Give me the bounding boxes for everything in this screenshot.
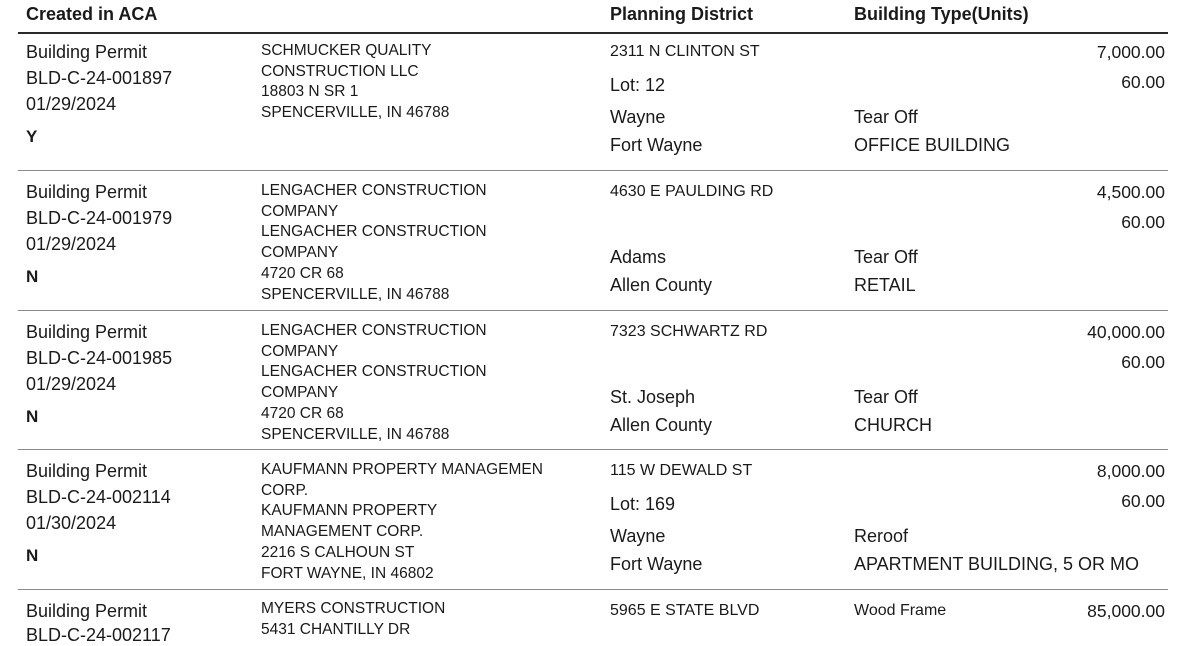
lot-number: Lot: 12	[610, 75, 666, 95]
site-address: 7323 SCHWARTZ RD	[610, 323, 768, 340]
contractor-line: KAUFMANN PROPERTY	[261, 502, 438, 520]
work-type: Tear Off	[854, 107, 918, 127]
contractor-line: COMPANY	[261, 244, 339, 262]
contractor-line: LENGACHER CONSTRUCTION	[261, 363, 487, 381]
permit-record	[0, 449, 1200, 589]
contractor-block	[261, 321, 487, 445]
fee: 60.00	[1121, 72, 1165, 92]
contractor-block	[261, 599, 445, 640]
work-type: Tear Off	[854, 387, 918, 407]
township: Adams	[610, 247, 667, 267]
contractor-line: LENGACHER CONSTRUCTION	[261, 182, 487, 199]
planning-district: Fort Wayne	[610, 135, 703, 155]
building-type: CHURCH	[854, 415, 932, 435]
permit-number: BLD-C-24-001897	[26, 68, 173, 88]
work-type: Wood Frame	[854, 602, 947, 619]
contractor-line: 5431 CHANTILLY DR	[261, 620, 411, 638]
valuation: 7,000.00	[1096, 42, 1165, 62]
valuation: 40,000.00	[1087, 322, 1165, 342]
contractor-line: SCHMUCKER QUALITY	[261, 42, 432, 59]
contractor-line: 4720 CR 68	[261, 264, 344, 282]
contractor-line: FORT WAYNE, IN 46802	[261, 564, 434, 582]
permit-record	[0, 170, 1200, 310]
contractor-line: 18803 N SR 1	[261, 83, 359, 101]
contractor-line: LENGACHER CONSTRUCTION	[261, 322, 487, 339]
township: Wayne	[610, 526, 666, 546]
site-address: 5965 E STATE BLVD	[610, 602, 760, 619]
permit-number: BLD-C-24-001979	[26, 208, 173, 228]
permit-type: Building Permit	[26, 322, 148, 342]
permit-type: Building Permit	[26, 461, 148, 481]
contractor-line: CORP.	[261, 481, 309, 499]
contractor-line: CONSTRUCTION LLC	[261, 62, 419, 80]
contractor-line: COMPANY	[261, 342, 339, 360]
lot-number: Lot: 169	[610, 494, 676, 514]
building-type: OFFICE BUILDING	[854, 135, 1011, 155]
contractor-line: MANAGEMENT CORP.	[261, 523, 424, 541]
permit-record	[0, 310, 1200, 450]
contractor-line: LENGACHER CONSTRUCTION	[261, 223, 487, 241]
contractor-line: MYERS CONSTRUCTION	[261, 600, 446, 617]
fee: 60.00	[1121, 491, 1165, 511]
permit-date: 01/29/2024	[26, 234, 117, 254]
site-address: 2311 N CLINTON ST	[610, 43, 760, 60]
permit-date: 01/29/2024	[26, 94, 117, 114]
created-in-aca-flag: N	[26, 267, 39, 286]
contractor-line: KAUFMANN PROPERTY MANAGEMEN	[261, 461, 543, 478]
header-created-in-aca: Created in ACA	[26, 4, 158, 24]
valuation: 8,000.00	[1096, 461, 1165, 481]
building-type: APARTMENT BUILDING, 5 OR MO	[854, 554, 1140, 574]
township: St. Joseph	[610, 387, 696, 407]
permit-number: BLD-C-24-001985	[26, 348, 173, 368]
permit-record	[0, 589, 1200, 645]
permit-date: 01/29/2024	[26, 374, 117, 394]
created-in-aca-flag: N	[26, 546, 39, 565]
contractor-line: COMPANY	[261, 202, 339, 220]
building-type: RETAIL	[854, 275, 916, 295]
permit-record	[0, 30, 1200, 170]
contractor-line: 4720 CR 68	[261, 404, 344, 422]
fee: 60.00	[1121, 212, 1165, 232]
permit-type: Building Permit	[26, 42, 148, 62]
contractor-line: 2216 S CALHOUN ST	[261, 543, 415, 561]
contractor-block	[261, 181, 487, 305]
header-building-type: Building Type(Units)	[854, 4, 1029, 24]
header-planning-district: Planning District	[610, 4, 754, 24]
contractor-block	[261, 41, 449, 124]
site-address: 115 W DEWALD ST	[610, 462, 753, 479]
site-address: 4630 E PAULDING RD	[610, 183, 774, 200]
permit-type: Building Permit	[26, 601, 148, 621]
township: Wayne	[610, 107, 666, 127]
planning-district: Fort Wayne	[610, 554, 703, 574]
contractor-line: COMPANY	[261, 384, 339, 402]
permit-date: 01/30/2024	[26, 513, 117, 533]
planning-district: Allen County	[610, 275, 713, 295]
contractor-line: SPENCERVILLE, IN 46788	[261, 104, 450, 122]
planning-district: Allen County	[610, 415, 713, 435]
contractor-line: SPENCERVILLE, IN 46788	[261, 285, 450, 303]
work-type: Reroof	[854, 526, 909, 546]
contractor-block	[261, 460, 543, 584]
permit-number: BLD-C-24-002114	[26, 487, 171, 507]
work-type: Tear Off	[854, 247, 918, 267]
fee: 60.00	[1121, 352, 1165, 372]
created-in-aca-flag: Y	[26, 127, 38, 146]
created-in-aca-flag: N	[26, 407, 39, 426]
valuation: 85,000.00	[1087, 601, 1165, 621]
valuation: 4,500.00	[1096, 182, 1165, 202]
permit-number: BLD-C-24-002117	[26, 625, 171, 645]
permit-type: Building Permit	[26, 182, 148, 202]
contractor-line: SPENCERVILLE, IN 46788	[261, 425, 450, 443]
